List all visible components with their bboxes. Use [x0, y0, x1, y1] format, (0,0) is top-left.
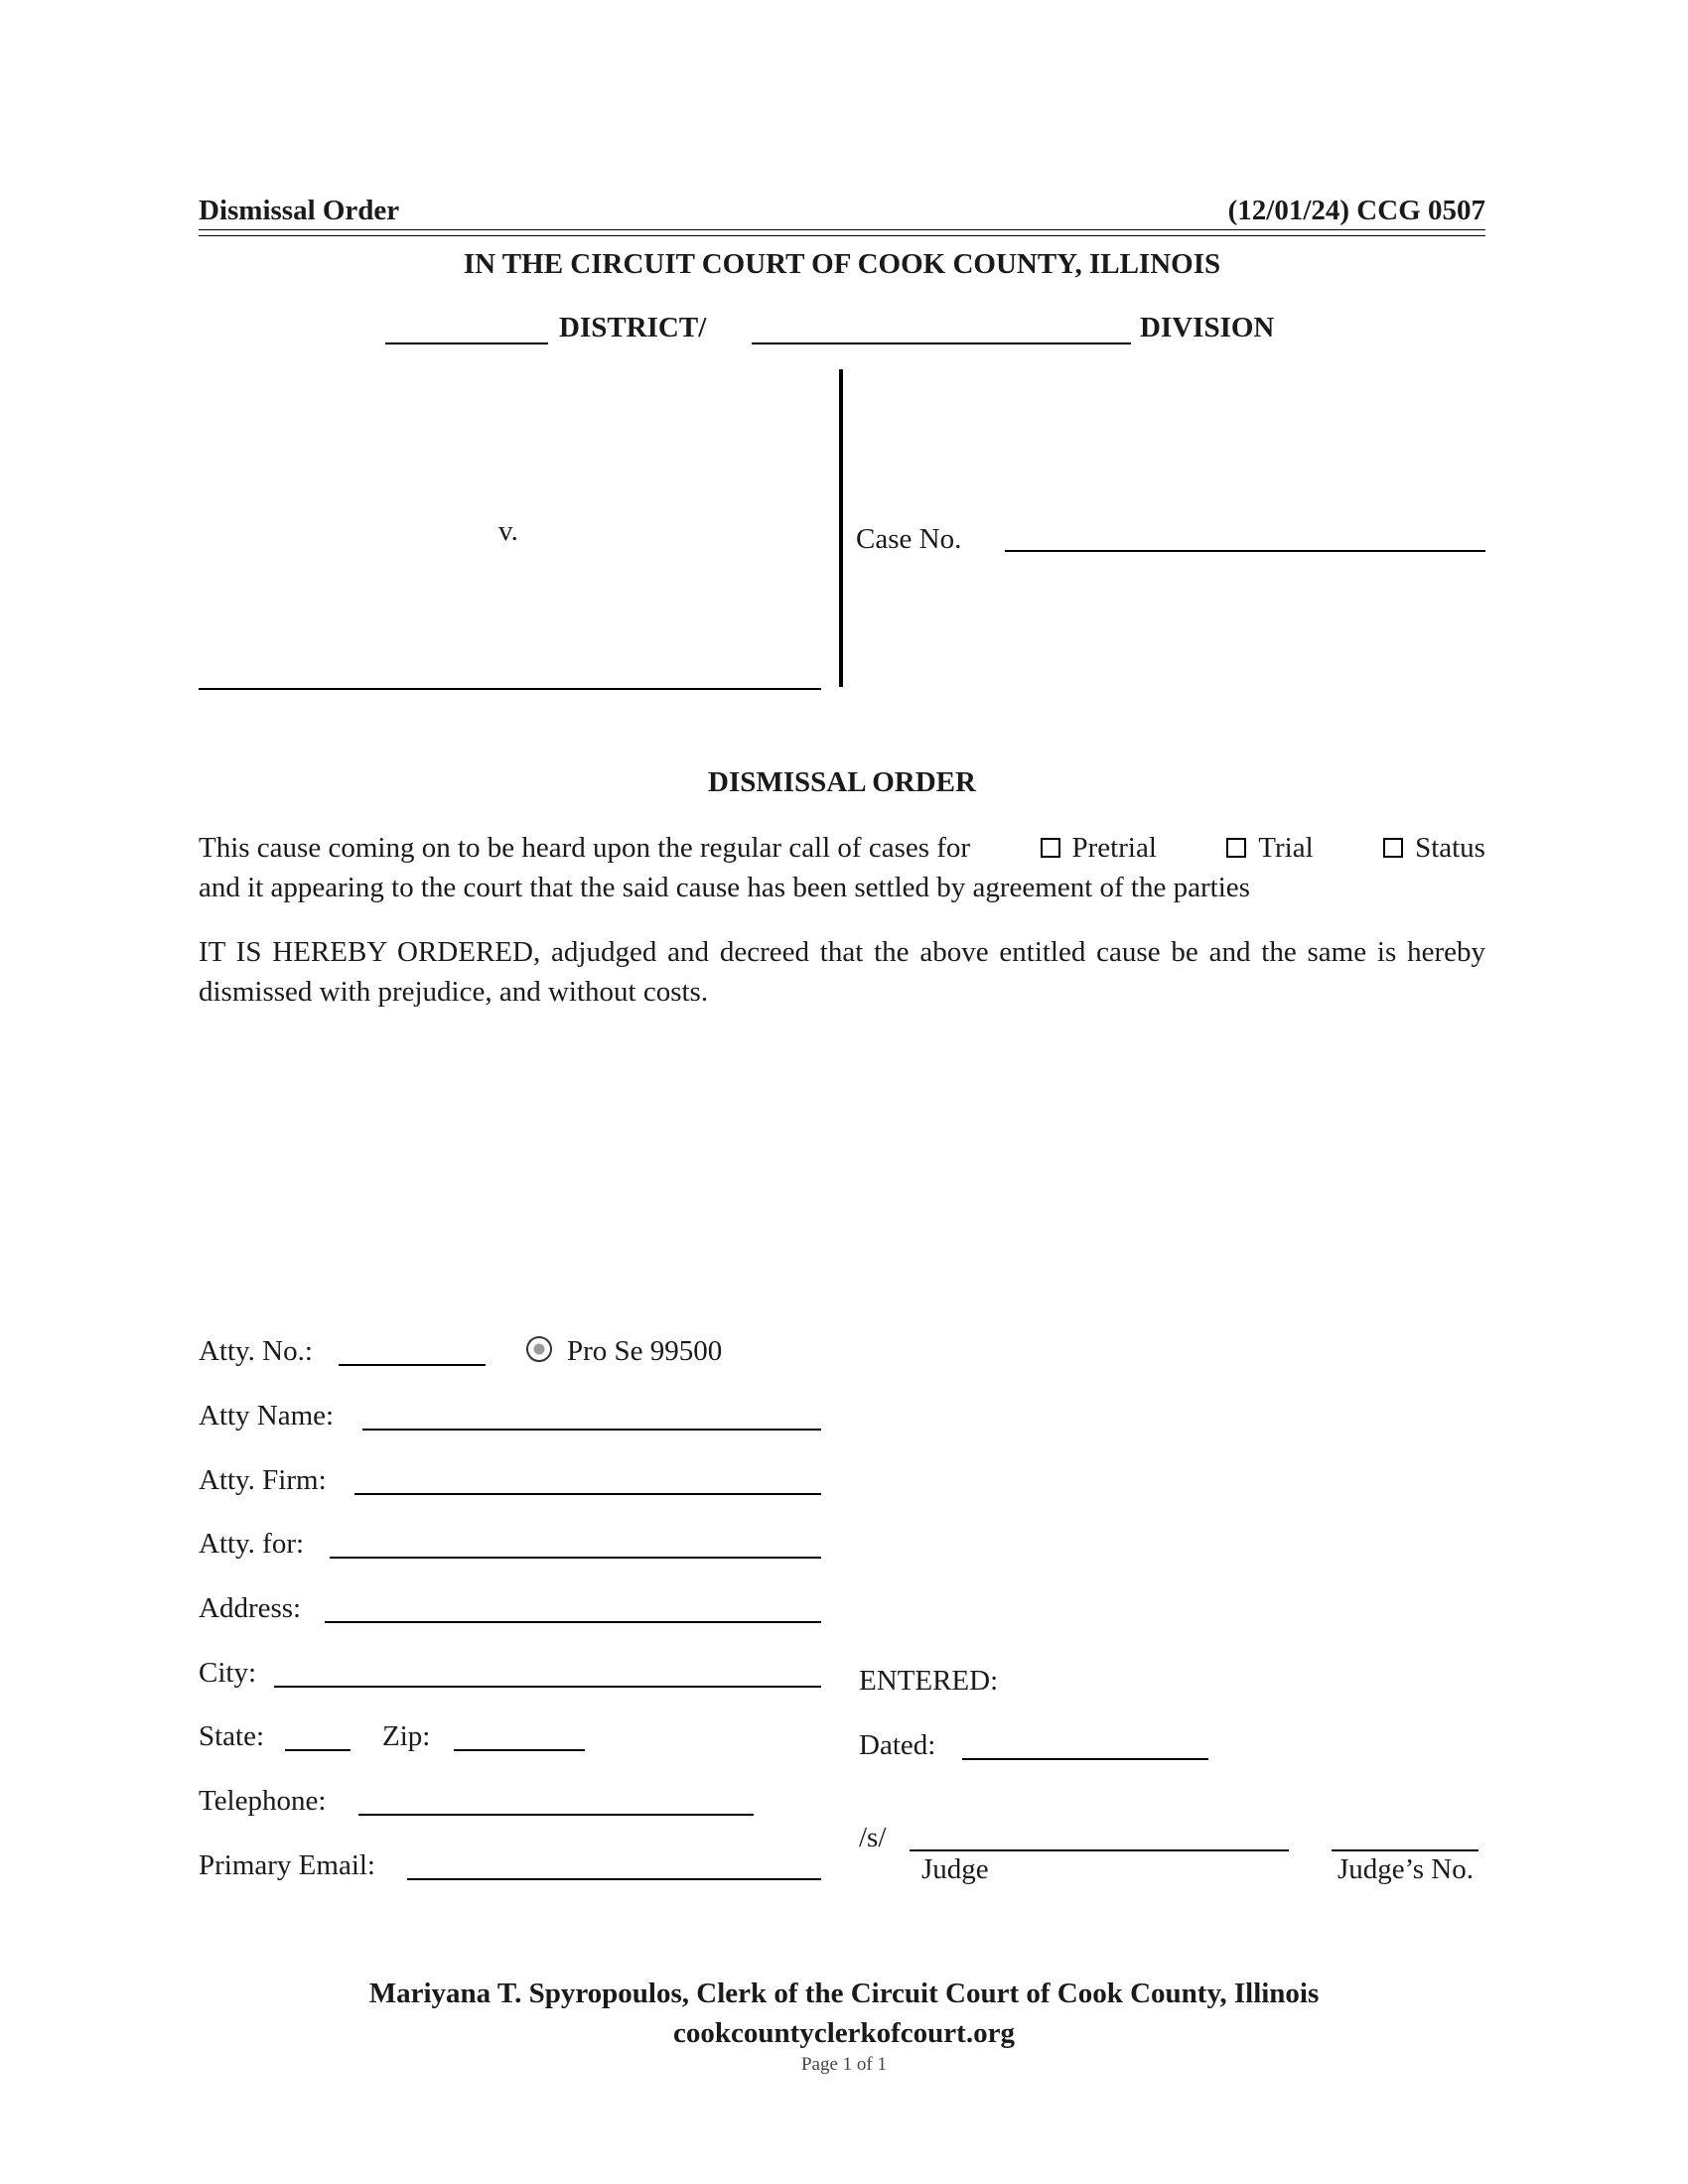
header-rule-bottom [199, 235, 1485, 236]
atty-name-field[interactable] [362, 1429, 821, 1431]
defendant-field[interactable] [199, 688, 821, 690]
judge-no-label: Judge’s No. [1337, 1853, 1474, 1885]
city-label: City: [199, 1657, 257, 1689]
header-rule-top [199, 229, 1485, 230]
atty-name-label: Atty Name: [199, 1400, 335, 1432]
trial-checkbox[interactable] [1226, 838, 1246, 858]
email-label: Primary Email: [199, 1849, 375, 1881]
district-label: DISTRICT/ [559, 312, 707, 343]
atty-no-label: Atty. No.: [199, 1335, 313, 1367]
state-field[interactable] [285, 1749, 351, 1751]
court-title: IN THE CIRCUIT COURT OF COOK COUNTY, ILLINOIS [463, 248, 1221, 280]
clerk-name: Mariyana T. Spyropoulos, Clerk of the Circuit Court of Cook County, Illinois [368, 1978, 1320, 2009]
form-code: (12/01/24) CCG 0507 [1227, 195, 1485, 226]
page-number: Page 1 of 1 [800, 2054, 887, 2075]
option-trial[interactable]: Trial [1226, 828, 1313, 868]
sig-prefix: /s/ [859, 1822, 887, 1853]
status-checkbox[interactable] [1383, 838, 1403, 858]
case-no-label: Case No. [856, 523, 962, 555]
atty-for-label: Atty. for: [199, 1528, 305, 1560]
option-status[interactable]: Status [1383, 828, 1485, 868]
pro-se-label: Pro Se 99500 [567, 1335, 723, 1367]
judge-no-field[interactable] [1332, 1849, 1478, 1851]
atty-firm-field[interactable] [354, 1493, 821, 1495]
city-field[interactable] [274, 1686, 821, 1688]
state-label: State: [199, 1720, 265, 1752]
case-no-field[interactable] [1005, 550, 1485, 552]
intro-continued: and it appearing to the court that the said cause has been settled by agreement of the parties [199, 872, 1250, 903]
division-field[interactable] [752, 342, 1131, 344]
zip-field[interactable] [454, 1749, 585, 1751]
form-name: Dismissal Order [199, 195, 400, 226]
clerk-website[interactable]: cookcountyclerkofcourt.org [673, 2017, 1015, 2049]
dated-label: Dated: [859, 1729, 936, 1761]
email-field[interactable] [407, 1878, 821, 1880]
judge-signature-field[interactable] [910, 1849, 1289, 1851]
versus-text: v. [498, 515, 518, 547]
pretrial-checkbox[interactable] [1041, 838, 1060, 858]
order-decree: IT IS HEREBY ORDERED, adjudged and decreed that the above entitled cause be and the same is hereby dismissed with prejudice, and without costs. [199, 936, 1485, 1008]
atty-firm-label: Atty. Firm: [199, 1464, 327, 1496]
atty-no-field[interactable] [339, 1364, 486, 1366]
option-pretrial[interactable]: Pretrial [1041, 828, 1157, 868]
order-intro [199, 828, 1485, 907]
zip-label: Zip: [382, 1720, 431, 1752]
pro-se-radio[interactable] [526, 1336, 552, 1362]
order-heading: DISMISSAL ORDER [708, 766, 976, 798]
telephone-label: Telephone: [199, 1785, 327, 1817]
judge-label: Judge [921, 1853, 989, 1885]
atty-for-field[interactable] [330, 1557, 821, 1559]
district-field[interactable] [385, 342, 548, 344]
caption-divider [839, 369, 843, 687]
dated-field[interactable] [962, 1758, 1208, 1760]
intro-text: This cause coming on to be heard upon the regular call of cases for [199, 832, 971, 864]
entered-label: ENTERED: [859, 1665, 999, 1697]
division-label: DIVISION [1140, 312, 1275, 343]
telephone-field[interactable] [358, 1814, 754, 1816]
address-field[interactable] [325, 1621, 821, 1623]
address-label: Address: [199, 1592, 302, 1624]
